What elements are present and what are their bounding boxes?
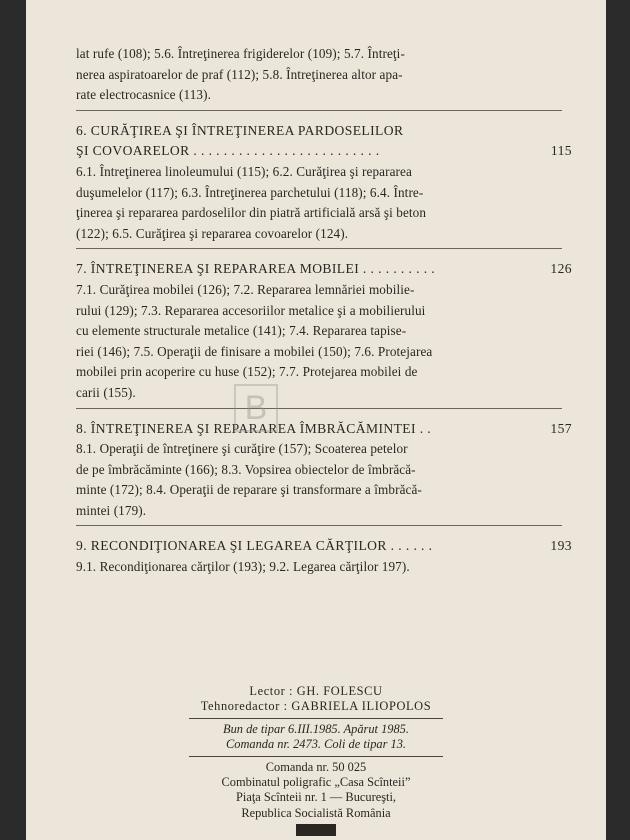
printer-line: Combinatul poligrafic „Casa Scînteii”: [221, 775, 411, 790]
printer-logo-icon: [296, 824, 336, 836]
colophon-rule: [189, 718, 443, 719]
section-divider: [76, 525, 562, 526]
subsection-line: mobilei prin acoperire cu huse (152); 7.7. Protejarea mobilei de: [76, 364, 418, 380]
subsection-line: 8.1. Operaţii de întreţinere şi curăţire (157); Scoaterea petelor: [76, 441, 408, 457]
subsection-line: minte (172); 8.4. Operaţii de reparare şi transformare a îmbrăcă-: [76, 482, 422, 498]
toc-continuation-line: rate electrocasnice (113).: [76, 87, 212, 103]
subsection-line: 9.1. Recondiţionarea cărţilor (193); 9.2. Legarea cărţilor 197).: [76, 559, 410, 575]
section-page-number: 157: [550, 420, 572, 436]
print-date-line: Bun de tipar 6.III.1985. Apărut 1985.: [223, 721, 409, 736]
section-page-number: 126: [550, 261, 572, 277]
section-title-line: 7. ÎNTREŢINEREA ŞI REPARAREA MOBILEI . . . . . . . . . .: [76, 261, 436, 277]
section-divider: [76, 248, 562, 249]
colophon: [26, 684, 606, 821]
lector-line: Lector : GH. FOLESCU: [249, 684, 383, 698]
tehnoredactor-line: Tehnoredactor : GABRIELA ILIOPOLOS: [200, 699, 432, 714]
subsection-line: cu elemente structurale metalice (141); 7.4. Repararea tapise-: [76, 323, 407, 339]
subsection-line: 7.1. Curăţirea mobilei (126); 7.2. Repararea lemnăriei mobilie-: [76, 281, 415, 297]
subsection-line: riei (146); 7.5. Operaţii de finisare a mobilei (150); 7.6. Protejarea: [76, 343, 433, 359]
section-divider: [76, 408, 562, 409]
country-line: Republica Socialistă România: [241, 805, 391, 820]
subsection-line: (122); 6.5. Curăţirea şi repararea covoarelor (124).: [76, 225, 349, 241]
watermark-logo-icon: B: [234, 384, 278, 432]
section-title-line: 9. RECONDIŢIONAREA ŞI LEGAREA CĂRŢILOR . . . . . .: [76, 538, 433, 554]
order-number-line: Comanda nr. 50 025: [265, 759, 367, 774]
address-line: Piaţa Scînteii nr. 1 — Bucureşti,: [235, 790, 397, 805]
toc-continuation-line: nerea aspiratoarelor de praf (112); 5.8. Întreţinerea altor apa-: [76, 66, 403, 82]
subsection-line: de pe îmbrăcăminte (166); 8.3. Vopsirea obiectelor de îmbrăcă-: [76, 461, 416, 477]
section-page-number: 115: [550, 143, 572, 159]
section-7-title: [76, 259, 572, 280]
toc-continuation-line: lat rufe (108); 5.6. Întreţinerea frigiderelor (109); 5.7. Întreţi-: [76, 46, 405, 61]
subsection-line: mintei (179).: [76, 502, 147, 518]
section-title-line: 8. ÎNTREŢINEREA ŞI REPARAREA ÎMBRĂCĂMINTEI . .: [76, 420, 432, 436]
table-of-contents: [76, 44, 572, 578]
subsection-line: rului (129); 7.3. Repararea accesoriilor metalice şi a mobilierului: [76, 302, 426, 318]
section-6-title: [76, 121, 572, 162]
section-8-title: [76, 419, 572, 440]
section-title-line: ŞI COVOARELOR . . . . . . . . . . . . . . . . . . . . . . . . .: [76, 143, 380, 159]
book-page: [26, 0, 606, 840]
order-sheets-line: Comanda nr. 2473. Coli de tipar 13.: [225, 737, 407, 752]
subsection-line: ţinerea şi repararea pardoselilor din piatră artificială arsă şi beton: [76, 205, 427, 221]
section-9-title: [76, 536, 572, 557]
subsection-line: duşumelelor (117); 6.3. Întreţinerea parchetului (118); 6.4. Între-: [76, 184, 424, 200]
colophon-rule: [189, 756, 443, 757]
subsection-line: 6.1. Întreţinerea linoleumului (115); 6.2. Curăţirea şi repararea: [76, 163, 412, 179]
section-title-line: 6. CURĂŢIREA ŞI ÎNTREŢINEREA PARDOSELILOR: [76, 122, 404, 138]
section-divider: [76, 110, 562, 111]
section-page-number: 193: [550, 538, 572, 554]
subsection-line: carii (155).: [76, 384, 136, 400]
